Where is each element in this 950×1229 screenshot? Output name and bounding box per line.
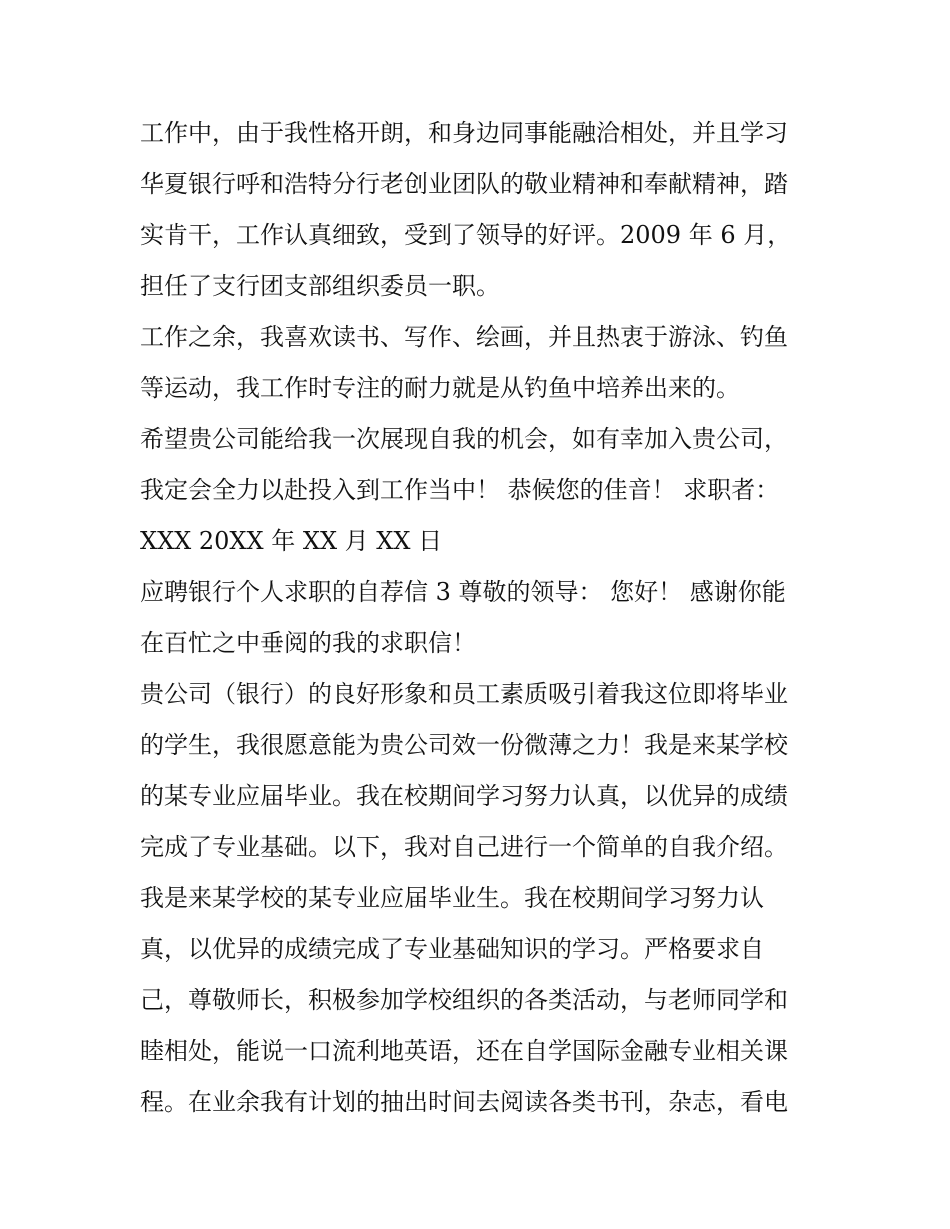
text-line: 在百忙之中垂阅的我的求职信！ — [140, 629, 476, 657]
text-line: 贵公司（银行）的良好形象和员工素质吸引着我这位即将毕业 — [140, 680, 788, 708]
text-line: 的学生，我很愿意能为贵公司效一份微薄之力！我是来某学校 — [140, 731, 788, 759]
body-text — [140, 108, 830, 1128]
text-line: 睦相处，能说一口流利地英语，还在自学国际金融专业相关课 — [140, 1037, 788, 1065]
text-line: 我定会全力以赴投入到工作当中！ 恭候您的佳音！ 求职者： — [140, 476, 780, 504]
text-line: 应聘银行个人求职的自荐信 3 尊敬的领导： 您好！ 感谢你能 — [140, 578, 786, 606]
text-line: 己，尊敬师长，积极参加学校组织的各类活动，与老师同学和 — [140, 986, 788, 1014]
text-line: 等运动，我工作时专注的耐力就是从钓鱼中培养出来的。 — [140, 374, 740, 402]
text-line: XXX 20XX 年 XX 月 XX 日 — [140, 527, 443, 555]
text-line: 我是来某学校的某专业应届毕业生。我在校期间学习努力认 — [140, 884, 764, 912]
text-line: 完成了专业基础。以下，我对自己进行一个简单的自我介绍。 — [140, 833, 788, 861]
text-line: 程。在业余我有计划的抽出时间去阅读各类书刊，杂志，看电 — [140, 1088, 788, 1116]
text-line: 实肯干，工作认真细致，受到了领导的好评。2009 年 6 月， — [140, 221, 792, 249]
text-line: 真，以优异的成绩完成了专业基础知识的学习。严格要求自 — [140, 935, 764, 963]
text-line: 华夏银行呼和浩特分行老创业团队的敬业精神和奉献精神，踏 — [140, 170, 788, 198]
text-line: 担任了支行团支部组织委员一职。 — [140, 272, 500, 300]
text-line: 工作之余，我喜欢读书、写作、绘画，并且热衷于游泳、钓鱼 — [140, 323, 788, 351]
text-line: 的某专业应届毕业。我在校期间学习努力认真，以优异的成绩 — [140, 782, 788, 810]
text-line: 工作中，由于我性格开朗，和身边同事能融洽相处，并且学习 — [140, 119, 788, 147]
text-line: 希望贵公司能给我一次展现自我的机会，如有幸加入贵公司， — [140, 425, 788, 453]
